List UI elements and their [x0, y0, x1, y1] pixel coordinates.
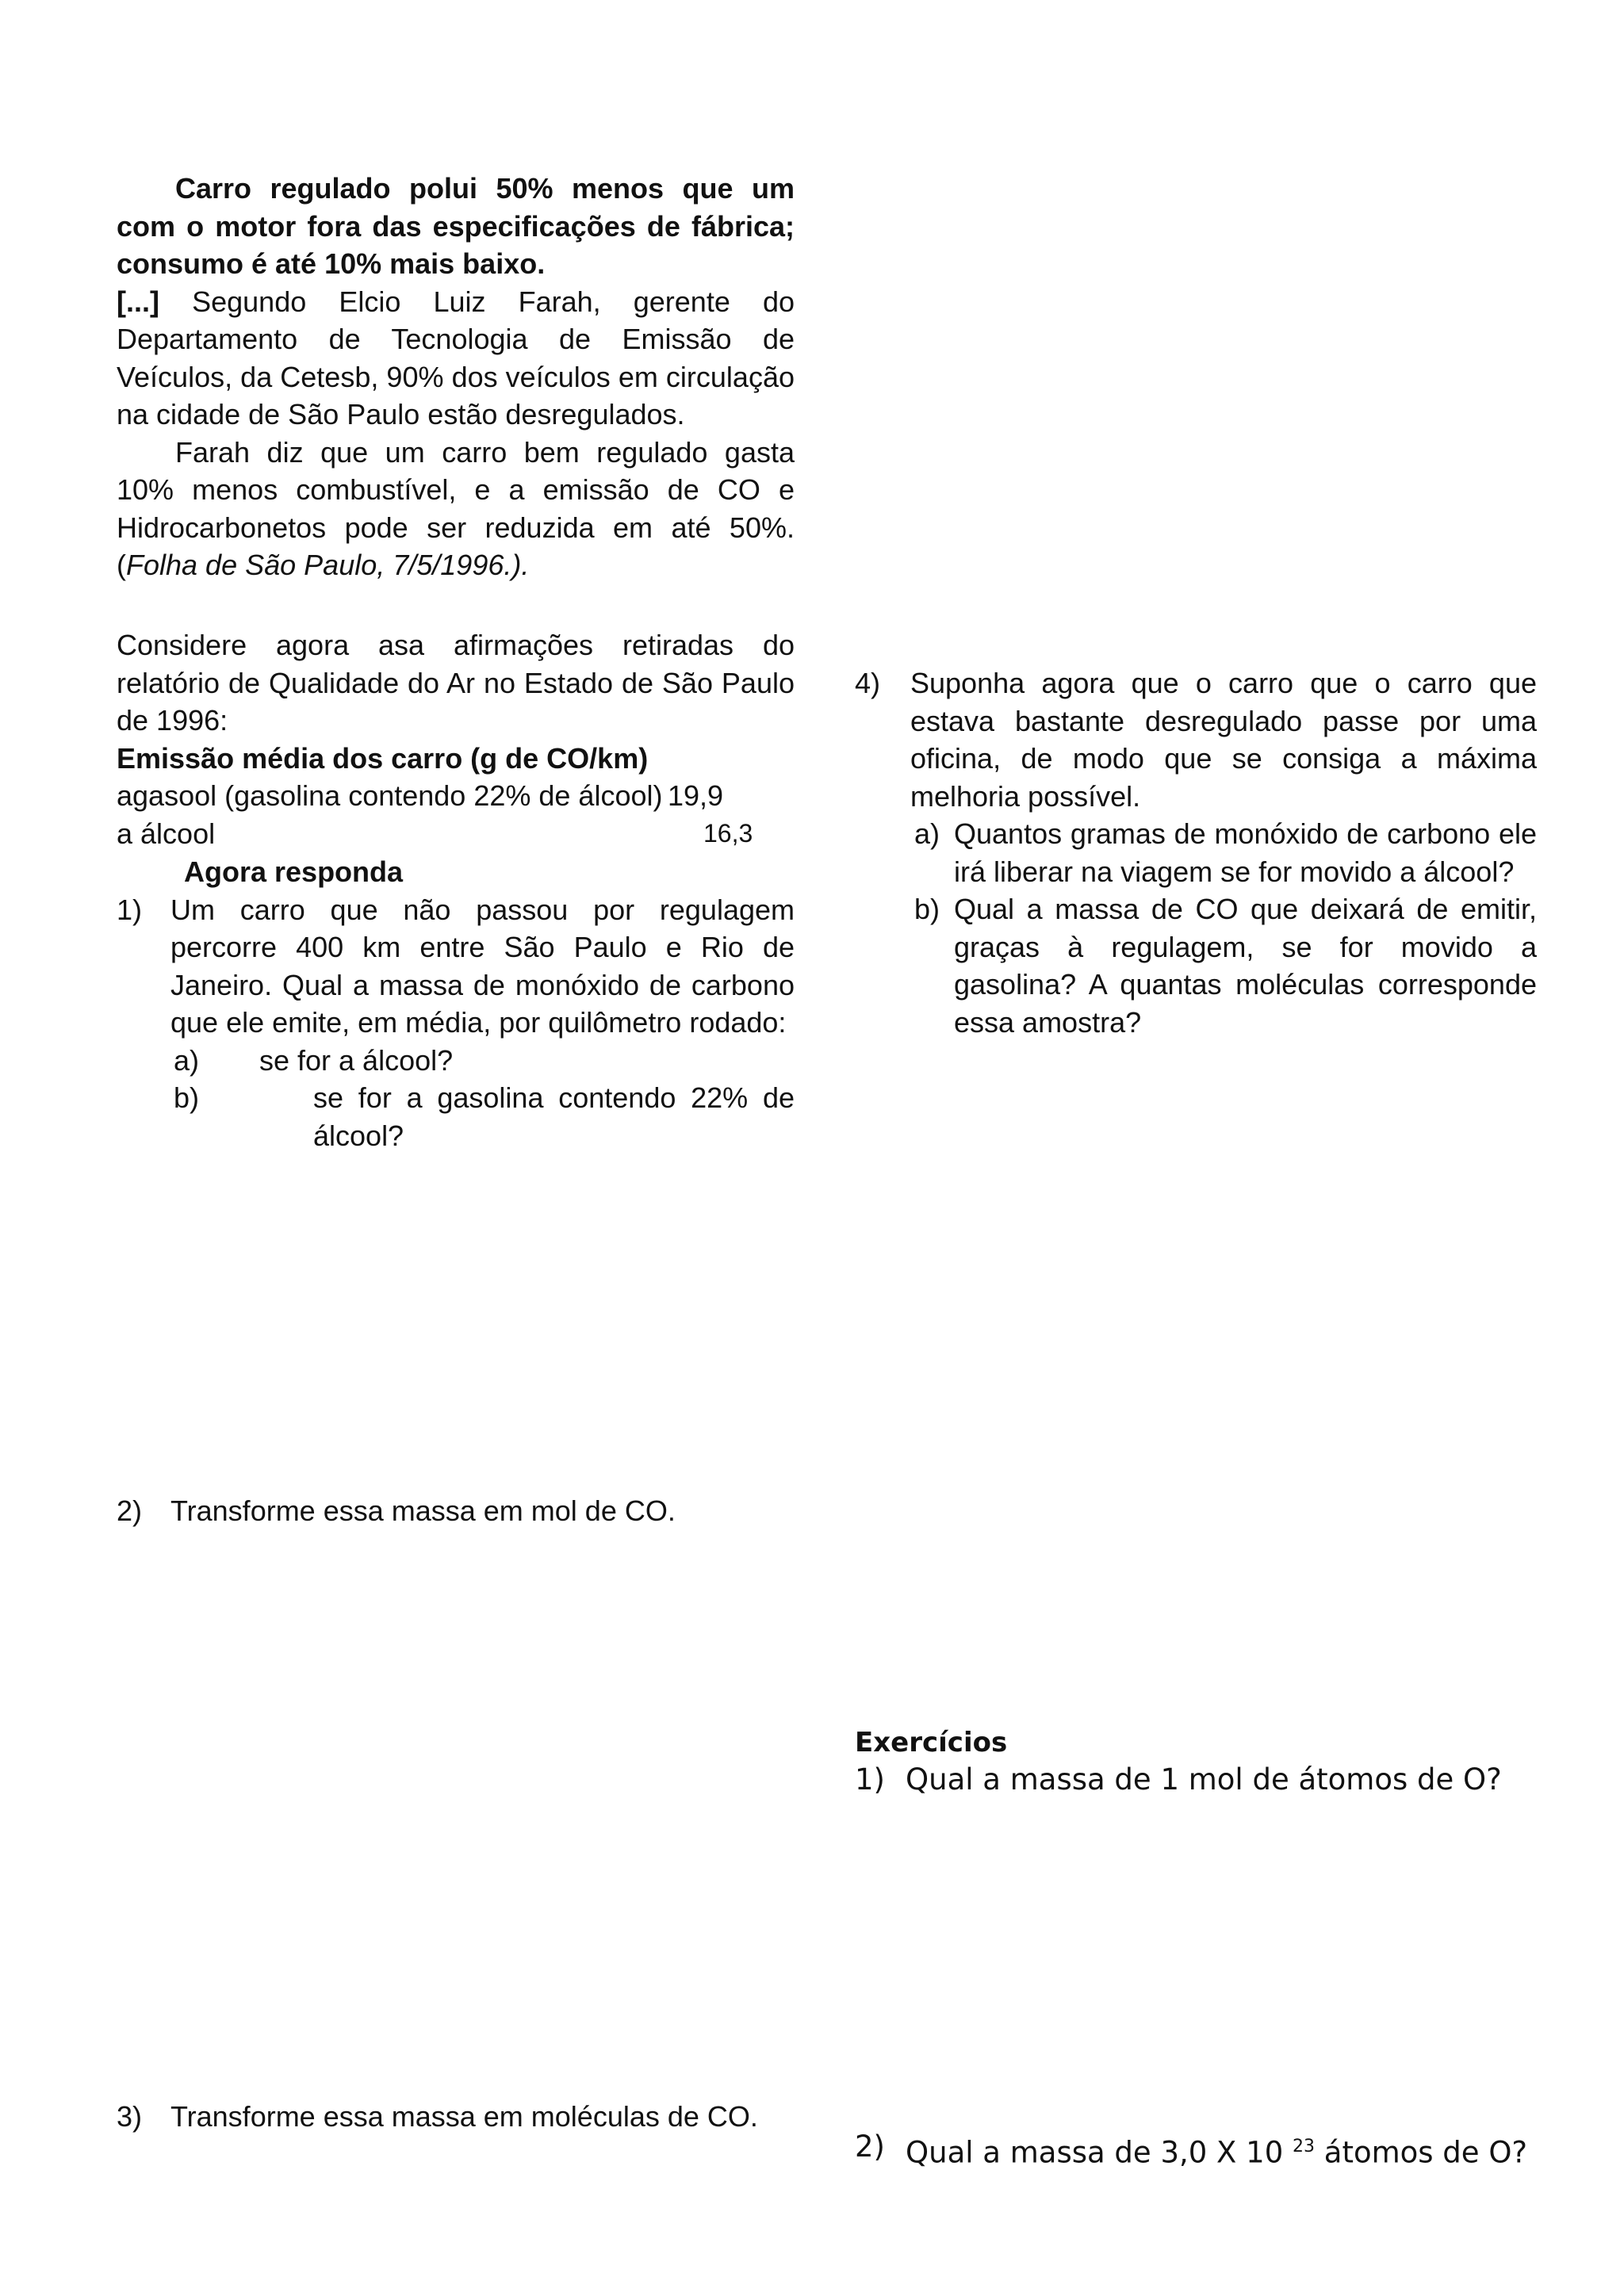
- exercise-number: 2): [855, 2130, 885, 2164]
- question-number: 4): [855, 667, 881, 699]
- question-number: 3): [117, 2099, 143, 2133]
- article-block: [117, 170, 795, 584]
- sub-text: Quantos gramas de monóxido de carbono ele irá liberar na viagem se for movido a álcool?: [954, 817, 1537, 888]
- exponent: 23: [1293, 2137, 1315, 2156]
- report-intro: Considere agora asa afirmações retiradas do relatório de Qualidade do Ar no Estado de São Paulo de 1996:: [117, 629, 795, 737]
- article-source: Folha de São Paulo, 7/5/1996.).: [126, 549, 530, 581]
- answer-heading: Agora responda: [184, 855, 404, 888]
- question-1: [117, 891, 795, 1042]
- emission-label: a álcool: [117, 817, 216, 850]
- article-paragraph-2: Farah diz que um carro bem regulado gasta 10% menos combustível, e a emissão de CO e Hidrocarbonetos pode ser reduzida em até 50%. (Folha de São Paulo, 7/5/1996.).: [117, 435, 795, 581]
- question-text: Transforme essa massa em moléculas de CO.: [170, 2099, 758, 2133]
- question-1b: [117, 1079, 795, 1154]
- question-3: [117, 2098, 848, 2136]
- exercises-block: [855, 1725, 1537, 1800]
- question-1a: [117, 1042, 795, 1080]
- question-text: Suponha agora que o carro que o carro que estava bastante desregulado passe por uma oficina, de modo que se consiga a máxima melhoria possível.: [910, 667, 1537, 813]
- question-4b: [855, 890, 1537, 1041]
- sub-label: a): [914, 817, 940, 850]
- article-paragraph-1: [...] Segundo Elcio Luiz Farah, gerente do Departamento de Tecnologia de Emissão de Veículos, da Cetesb, 90% dos veículos em circulação na cidade de São Paulo estão desregulados.: [117, 285, 795, 430]
- article-headline: Carro regulado polui 50% menos que um com o motor fora das especificações de fábrica; consumo é até 10% mais baixo.: [117, 172, 795, 280]
- exercise-number: 1): [855, 1762, 885, 1797]
- exercise-text: Qual a massa de 3,0 X 10: [906, 2135, 1284, 2170]
- emission-value: 19,9: [668, 779, 724, 812]
- exercise-text-end: átomos de O?: [1323, 2135, 1528, 2170]
- question-text: Transforme essa massa em mol de CO.: [170, 1494, 676, 1527]
- question-number: 2): [117, 1494, 143, 1527]
- sub-text: se for a gasolina contendo 22% de álcool?: [313, 1081, 795, 1152]
- report-block: [117, 626, 795, 852]
- sub-label: b): [174, 1081, 200, 1114]
- sub-text: Qual a massa de CO que deixará de emitir, graças à regulagem, se for movido a gasolina? A quantas moléculas corresponde essa amostra?: [954, 893, 1537, 1039]
- exercise-text: Qual a massa de 1 mol de átomos de O?: [906, 1762, 1502, 1797]
- question-4a: [855, 815, 1537, 890]
- ellipsis-bracket: [...]: [117, 285, 159, 318]
- exercise-2: [855, 2127, 1540, 2172]
- question-number: 1): [117, 893, 143, 926]
- question-2: [117, 1492, 848, 1530]
- exercise-1: [855, 1760, 1537, 1800]
- question-4: [855, 664, 1537, 815]
- questions-block: [117, 853, 795, 1154]
- emission-label: agasool (gasolina contendo 22% de álcool): [117, 779, 663, 812]
- question-4-block: [855, 664, 1537, 1041]
- sub-text: se for a álcool?: [259, 1043, 454, 1077]
- exercises-heading: Exercícios: [855, 1727, 1008, 1758]
- emission-row: [117, 777, 795, 815]
- sub-label: a): [174, 1043, 200, 1077]
- emission-value: 16,3: [703, 818, 753, 848]
- sub-label: b): [914, 893, 940, 925]
- question-text: Um carro que não passou por regulagem percorre 400 km entre São Paulo e Rio de Janeiro. Qual a massa de monóxido de carbono que ele emite, em média, por quilômetro rodado:: [170, 893, 795, 1039]
- emission-row: [117, 815, 795, 853]
- emission-table-title: Emissão média dos carro (g de CO/km): [117, 741, 649, 775]
